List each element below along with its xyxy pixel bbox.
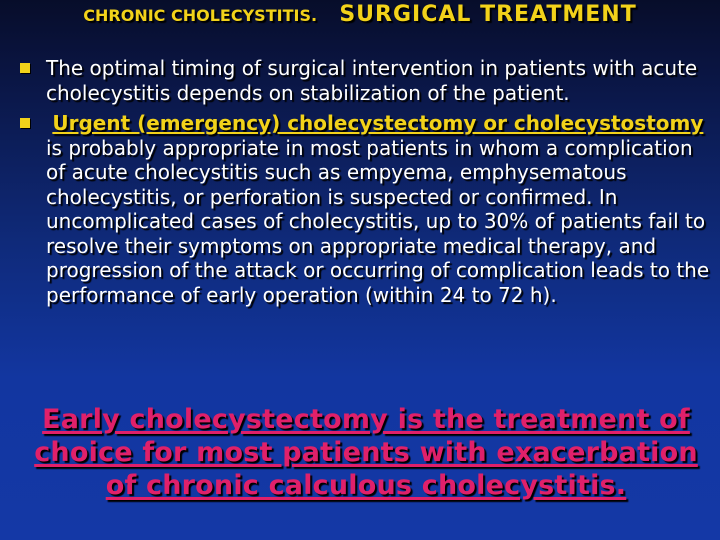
bullet-highlight: Urgent (emergency) cholecystectomy or cholecystostomy: [52, 111, 704, 135]
slide-title: [60, 0, 660, 31]
title-part-2: SURGICAL TREATMENT: [339, 2, 637, 27]
bullet-item: [20, 111, 710, 307]
square-bullet-icon: [20, 118, 30, 128]
square-bullet-icon: [20, 63, 30, 73]
conclusion-text: Early cholecystectomy is the treatment of choice for most patients with exacerbation of chronic calculous cholecystitis.: [34, 404, 698, 501]
bullet-list: [20, 56, 710, 313]
bullet-text: The optimal timing of surgical intervention in patients with acute cholecystitis depends on stabilization of the patient.: [46, 56, 698, 105]
bullet-item: [20, 56, 710, 105]
bullet-text: is probably appropriate in most patients in whom a complication of acute cholecystitis such as empyema, emphysematous cholecystitis, or perforation is suspected or confirmed. In uncomplicated cases of cholecystitis, up to 30% of patients fail to resolve their symptoms on appropriate medical therapy, and progression of the attack or occurring of complication leads to the performance of early operation (within 24 to 72 h).: [46, 135, 710, 307]
title-part-1: CHRONIC CHOLECYSTITIS.: [83, 6, 318, 25]
